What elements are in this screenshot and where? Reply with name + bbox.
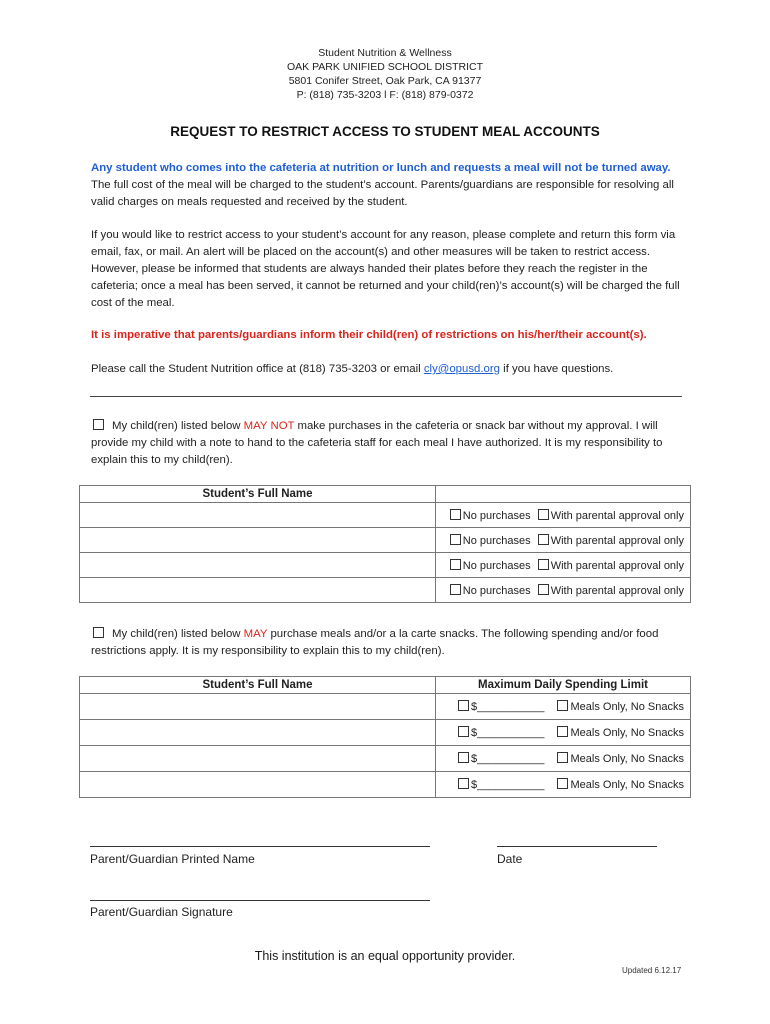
spending-options-cell bbox=[436, 694, 691, 720]
table-row bbox=[80, 528, 691, 553]
section-divider bbox=[90, 396, 682, 397]
meals-only-checkbox[interactable] bbox=[557, 778, 568, 789]
section2-table-header bbox=[80, 677, 691, 694]
purchase-options-cell bbox=[436, 553, 691, 578]
spending-limit-header: Maximum Daily Spending Limit bbox=[436, 677, 691, 694]
student-name-cell[interactable] bbox=[80, 578, 436, 603]
meals-only-checkbox[interactable] bbox=[557, 700, 568, 711]
amount-blank[interactable]: $___________ bbox=[471, 753, 545, 765]
parental-approval-checkbox[interactable] bbox=[538, 559, 549, 570]
date-label: Date bbox=[497, 852, 523, 866]
printed-name-label: Parent/Guardian Printed Name bbox=[90, 852, 255, 866]
meals-only-label: Meals Only, No Snacks bbox=[570, 701, 684, 713]
section2-emphasis: MAY bbox=[243, 628, 268, 640]
student-name-cell[interactable] bbox=[80, 553, 436, 578]
amount-checkbox[interactable] bbox=[458, 752, 469, 763]
table-row bbox=[80, 578, 691, 603]
amount-checkbox[interactable] bbox=[458, 726, 469, 737]
intro-text: The full cost of the meal will be charged to the student’s account. Parents/guardians are responsible for resolving all valid charges on meals requested and received by the student. bbox=[91, 179, 674, 208]
table-row bbox=[80, 694, 691, 720]
signature-line[interactable] bbox=[90, 900, 430, 901]
section2-text-post: purchase meals and/or a la carte snacks. The following spending and/or food restrictions apply. It is my responsibility to explain this to my child(ren). bbox=[91, 628, 659, 657]
section2-checkbox[interactable] bbox=[93, 627, 104, 638]
spending-options-cell bbox=[436, 746, 691, 772]
section2-name-header: Student’s Full Name bbox=[80, 677, 436, 694]
no-purchases-checkbox[interactable] bbox=[450, 534, 461, 545]
parental-approval-checkbox[interactable] bbox=[538, 584, 549, 595]
student-name-cell[interactable] bbox=[80, 694, 436, 720]
department-name: Student Nutrition & Wellness bbox=[318, 47, 452, 59]
section1-statement bbox=[91, 418, 691, 469]
no-purchases-checkbox[interactable] bbox=[450, 509, 461, 520]
contact-text-before: Please call the Student Nutrition office at (818) 735-3203 or email bbox=[91, 363, 424, 375]
meals-only-checkbox[interactable] bbox=[557, 726, 568, 737]
signature-label: Parent/Guardian Signature bbox=[90, 905, 233, 919]
student-name-cell[interactable] bbox=[80, 528, 436, 553]
student-name-cell[interactable] bbox=[80, 746, 436, 772]
amount-blank[interactable]: $___________ bbox=[471, 727, 545, 739]
amount-checkbox[interactable] bbox=[458, 700, 469, 711]
updated-date: Updated 6.12.17 bbox=[622, 966, 682, 975]
spending-options-cell bbox=[436, 772, 691, 798]
student-name-cell[interactable] bbox=[80, 772, 436, 798]
section2-text-pre: My child(ren) listed below bbox=[112, 628, 244, 640]
parental-approval-label: With parental approval only bbox=[550, 534, 684, 547]
no-purchases-label: No purchases bbox=[462, 509, 531, 522]
amount-checkbox[interactable] bbox=[458, 778, 469, 789]
spending-options-cell bbox=[436, 720, 691, 746]
form-title: REQUEST TO RESTRICT ACCESS TO STUDENT MEAL ACCOUNTS bbox=[170, 124, 600, 139]
intro-paragraph bbox=[91, 160, 691, 211]
section2-statement bbox=[91, 626, 691, 660]
section1-table-header bbox=[80, 486, 691, 503]
section1-checkbox[interactable] bbox=[93, 419, 104, 430]
amount-blank[interactable]: $___________ bbox=[471, 779, 545, 791]
no-purchases-label: No purchases bbox=[462, 559, 531, 572]
table-row bbox=[80, 772, 691, 798]
parental-approval-label: With parental approval only bbox=[550, 559, 684, 572]
purchase-options-cell bbox=[436, 503, 691, 528]
no-purchases-label: No purchases bbox=[462, 534, 531, 547]
section1-right-header bbox=[436, 486, 691, 503]
meals-only-label: Meals Only, No Snacks bbox=[570, 753, 684, 765]
section2-table bbox=[79, 676, 691, 798]
table-row bbox=[80, 746, 691, 772]
printed-name-line[interactable] bbox=[90, 846, 430, 847]
contact-paragraph bbox=[91, 361, 691, 378]
email-link[interactable]: cly@opusd.org bbox=[423, 363, 500, 375]
parental-approval-checkbox[interactable] bbox=[538, 509, 549, 520]
student-name-cell[interactable] bbox=[80, 503, 436, 528]
equal-opportunity-statement: This institution is an equal opportunity provider. bbox=[254, 949, 516, 963]
section1-table bbox=[79, 485, 691, 603]
parental-approval-label: With parental approval only bbox=[550, 584, 684, 597]
district-phone-fax: P: (818) 735-3203 l F: (818) 879-0372 bbox=[296, 89, 474, 101]
contact-text-after: if you have questions. bbox=[500, 363, 614, 375]
district-address: 5801 Conifer Street, Oak Park, CA 91377 bbox=[288, 75, 482, 87]
parental-approval-label: With parental approval only bbox=[550, 509, 684, 522]
meals-only-label: Meals Only, No Snacks bbox=[570, 779, 684, 791]
no-purchases-checkbox[interactable] bbox=[450, 559, 461, 570]
intro-highlight: Any student who comes into the cafeteria at nutrition or lunch and requests a meal will not be turned away. bbox=[91, 162, 671, 174]
section1-emphasis: MAY NOT bbox=[243, 420, 295, 432]
date-line[interactable] bbox=[497, 846, 657, 847]
meals-only-checkbox[interactable] bbox=[557, 752, 568, 763]
purchase-options-cell bbox=[436, 578, 691, 603]
amount-blank[interactable]: $___________ bbox=[471, 701, 545, 713]
table-row bbox=[80, 720, 691, 746]
no-purchases-checkbox[interactable] bbox=[450, 584, 461, 595]
section1-text-pre: My child(ren) listed below bbox=[112, 420, 244, 432]
student-name-cell[interactable] bbox=[80, 720, 436, 746]
section1-text-post: make purchases in the cafeteria or snack bar without my approval. I will provide my child with a note to hand to the cafeteria staff for each meal I have authorized. It is my responsibility to explain this to my child(ren). bbox=[91, 420, 663, 466]
table-row bbox=[80, 503, 691, 528]
meals-only-label: Meals Only, No Snacks bbox=[570, 727, 684, 739]
purchase-options-cell bbox=[436, 528, 691, 553]
table-row bbox=[80, 553, 691, 578]
warning-text: It is imperative that parents/guardians inform their child(ren) of restrictions on his/her/their account(s). bbox=[91, 329, 647, 341]
instructions-paragraph: If you would like to restrict access to your student’s account for any reason, please complete and return this form via email, fax, or mail. An alert will be placed on the account(s) and other measures will be taken to restrict access. However, please be informed that students are always handed their plates before they reach the register in the cafeteria; once a meal has been served, it cannot be returned and your child(ren)’s account(s) will be charged the full cost of the meal. bbox=[91, 229, 680, 309]
section1-name-header: Student’s Full Name bbox=[80, 486, 436, 503]
district-name: OAK PARK UNIFIED SCHOOL DISTRICT bbox=[286, 61, 484, 73]
no-purchases-label: No purchases bbox=[462, 584, 531, 597]
parental-approval-checkbox[interactable] bbox=[538, 534, 549, 545]
